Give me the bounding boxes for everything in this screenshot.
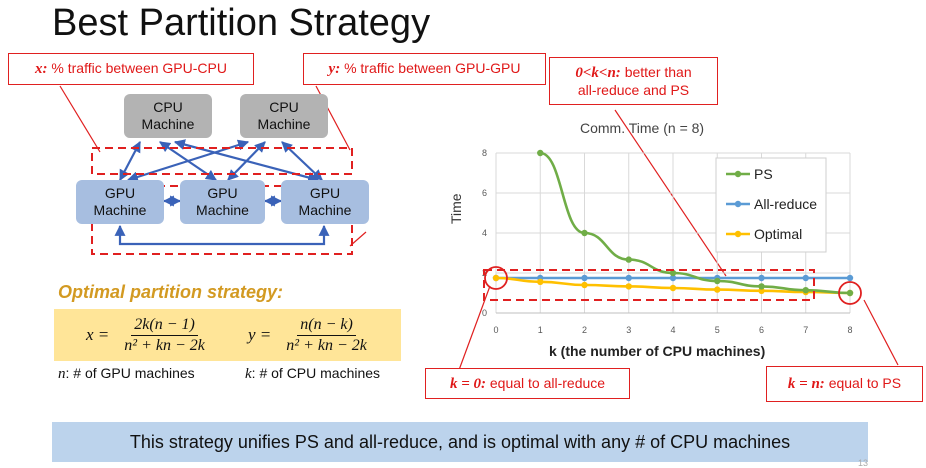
x-tick-label: 6 [758,325,765,335]
ps-series-point [714,278,720,284]
x-tick-label: 8 [847,325,853,335]
legend-label-ps-series: PS [754,166,773,182]
chart-title: Comm. Time (n = 8) [580,120,705,136]
x-tick-label: 2 [581,325,588,335]
optimal-series-point [581,282,587,288]
note-n: n: # of GPU machines [58,365,195,382]
gpu-machine-2: GPU Machine [180,180,265,224]
optimal-series-point [670,285,676,291]
x-formula: x = $\frac{2k(n - 1)}{\text{n² + kn − 2k}}$ [86,315,205,354]
ps-series-point [803,287,809,293]
gpu-machine-1: GPU Machine [76,180,164,224]
x-tick-label: 1 [537,325,543,335]
y-tick-label: 8 [481,148,487,158]
cpu-machine-2: CPU Machine [240,94,328,138]
legend-marker-allreduce-series [735,201,741,207]
optimal-series-point [493,275,499,281]
page-number: 13 [858,458,869,468]
callout-y-gpu-gpu: y: % traffic between GPU-GPU [303,53,546,85]
callout-better-than: 0<k<n: better than all-reduce and PS [549,57,718,105]
callout-k0: k = 0: equal to all-reduce [425,368,630,399]
y-tick-label: 4 [481,228,487,238]
better-region-box [481,268,814,300]
ps-series-point [847,290,853,296]
cpu-machine-1: CPU Machine [124,94,212,138]
y-tick-label: 6 [481,188,487,198]
allreduce-series-point [758,275,764,281]
legend-marker-ps-series [735,171,741,177]
ps-series-point [537,150,543,156]
callout-kn: k = n: equal to PS [766,366,923,402]
x-tick-label: 7 [803,325,809,335]
ps-series-point [626,256,632,262]
ps-series-point [581,230,587,236]
summary-banner: This strategy unifies PS and all-reduce, and is optimal with any # of CPU machines [52,422,868,462]
callout-x-gpu-cpu: x: % traffic between GPU-CPU [8,53,254,85]
allreduce-series-point [803,275,809,281]
legend-label-optimal-series: Optimal [754,226,803,242]
x-tick-label: 4 [670,325,676,335]
optimal-series-point [714,286,720,292]
note-k: k: # of CPU machines [245,365,381,382]
gpu-machine-3: GPU Machine [281,180,369,224]
y-tick-label: 0 [481,308,487,318]
optimal-heading: Optimal partition strategy: [58,282,284,302]
x-tick-label: 0 [493,325,499,335]
y-axis-label: Time [448,193,464,224]
allreduce-series-point [626,275,632,281]
page-title: Best Partition Strategy [52,2,431,44]
ps-series-point [758,283,764,289]
y-formula: y = $\frac{n(n - k)}{\text{n² + kn − 2k}}$ [248,315,367,354]
x-tick-label: 3 [626,325,632,335]
x-axis-label: k (the number of CPU machines) [549,343,766,359]
allreduce-series-point [581,275,587,281]
optimal-series-point [626,283,632,289]
optimal-series-point [537,279,543,285]
allreduce-series-point [847,275,853,281]
y-tick-label: 2 [481,268,487,278]
x-tick-label: 5 [714,325,720,335]
legend-marker-optimal-series [735,231,741,237]
legend-label-allreduce-series: All-reduce [754,196,818,212]
